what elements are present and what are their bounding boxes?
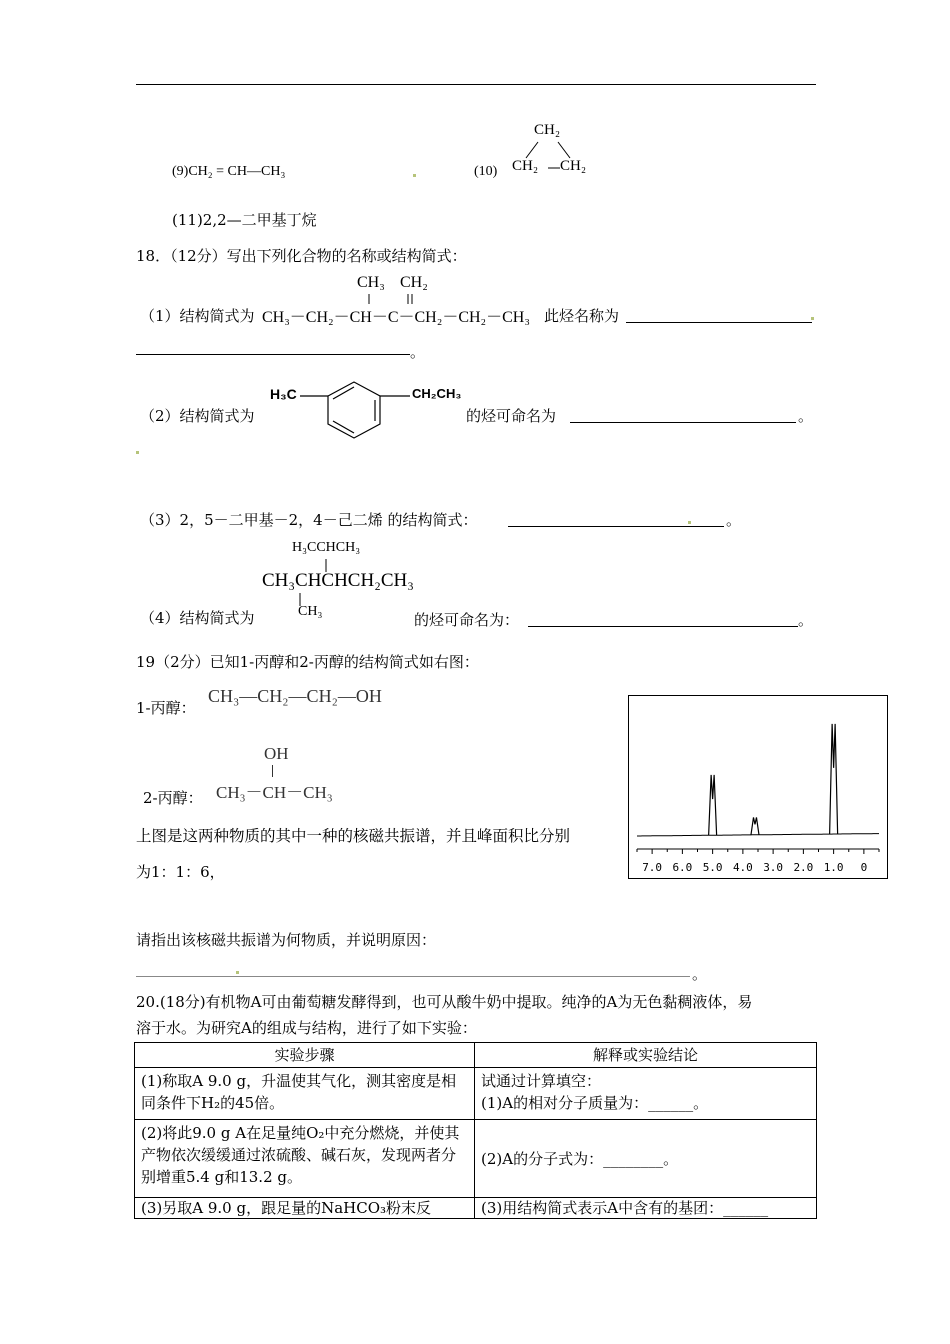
- nmr-x-tick-label: 6.0: [672, 861, 693, 874]
- q18-p1-sub-ch2: CH₂: [400, 274, 428, 291]
- nmr-x-tick-label: 3.0: [763, 861, 784, 874]
- table-row: [135, 1068, 817, 1120]
- table-row: [135, 1198, 817, 1219]
- table-cell-step: (1)称取A 9.0 g，升温使其气化，测其密度是相同条件下H₂的45倍。: [135, 1068, 475, 1120]
- cyclopropane-bonds: [508, 120, 608, 180]
- q20-intro-1: 20.(18分)有机物A可由葡萄糖发酵得到，也可从酸牛奶中提取。纯净的A为无色黏稠液体，易: [136, 993, 753, 1011]
- q18-p1-answer-blank-2[interactable]: [136, 354, 410, 355]
- q18-p4-prefix: （4）结构简式为: [140, 609, 255, 627]
- scan-dot: [688, 521, 691, 524]
- table-cell-step: (2)将此9.0 g A在足量纯O₂中充分燃烧，并使其产物依次缓缓通过浓硫酸、碱石灰，发现两者分别增重5.4 g和13.2 g。: [135, 1120, 475, 1198]
- nmr-x-tick-label: 2.0: [793, 861, 814, 874]
- q18-p4-top: H₃CCHCH₃: [292, 540, 361, 555]
- q18-p4-suffix: 的烃可命名为：: [414, 611, 520, 629]
- q18-p2-right-group: CH₂CH₃: [412, 386, 462, 401]
- cyclopropane-left: CH₂: [512, 158, 539, 174]
- q18-p1-suffix: 此烃名称为: [544, 307, 620, 325]
- scan-dot: [136, 451, 139, 454]
- table-cell-conclusion: (2)A的分子式为：________。: [475, 1120, 817, 1198]
- q20-intro-2: 溶于水。为研究A的组成与结构，进行了如下实验：: [136, 1019, 477, 1037]
- nmr-x-tick-label: 7.0: [642, 861, 663, 874]
- scan-dot: [236, 971, 239, 974]
- q18-p1-answer-blank-1[interactable]: [626, 322, 812, 323]
- q18-p3-answer-blank[interactable]: [508, 526, 724, 527]
- benzene-ring: [270, 374, 470, 444]
- propanol2-bond: [272, 765, 273, 777]
- q19-ask-end: 。: [692, 965, 708, 983]
- propanol2-oh: OH: [264, 744, 289, 763]
- nmr-x-tick-label: 4.0: [732, 861, 753, 874]
- q18-p4-answer-blank[interactable]: [528, 626, 798, 627]
- propanol1-formula: CH₃—CH₂—CH₂—OH: [208, 686, 382, 706]
- cyclopropane-structure: [508, 120, 608, 180]
- table-header-conclusion: 解释或实验结论: [475, 1043, 817, 1068]
- table-cell-conclusion: (3)用结构简式表示A中含有的基团：______: [475, 1198, 817, 1219]
- q18-title: 18．（12分）写出下列化合物的名称或结构简式：: [136, 247, 467, 265]
- propanol1-label: 1-丙醇：: [136, 699, 196, 717]
- q18-p4-main: CH₃CHCHCH₂CH₃: [262, 570, 414, 591]
- header-rule: [136, 84, 816, 85]
- table-cell-conclusion: 试通过计算填空： (1)A的相对分子质量为：______。: [475, 1068, 817, 1120]
- q18-p4-bottom: CH₃: [298, 604, 323, 619]
- table-row: [135, 1120, 817, 1198]
- q18-p1-end: 。: [410, 343, 426, 361]
- table-cell-step: (3)另取A 9.0 g，跟足量的NaHCO₃粉末反: [135, 1198, 475, 1219]
- q19-desc-2: 为1：1：6，: [136, 863, 225, 881]
- q18-p2-prefix: （2）结构简式为: [140, 407, 255, 425]
- nmr-peak-0: [709, 775, 717, 835]
- q19-title: 19（2分）已知1-丙醇和2-丙醇的结构简式如右图：: [136, 653, 479, 671]
- q18-p3-text: （3）2，5－二甲基－2，4－己二烯 的结构简式：: [140, 511, 478, 529]
- experiment-table: [134, 1042, 817, 1219]
- q18-p2-structure: [270, 374, 470, 444]
- q17-item10-label: (10): [474, 164, 498, 179]
- nmr-x-tick-label: 1.0: [823, 861, 844, 874]
- table-header-steps: 实验步骤: [135, 1043, 475, 1068]
- q18-p2-end: 。: [798, 407, 814, 425]
- q19-ask: 请指出该核磁共振谱为何物质，并说明原因：: [136, 931, 437, 949]
- nmr-x-tick-label: 5.0: [702, 861, 723, 874]
- q17-item11: (11)2,2—二甲基丁烷: [172, 211, 317, 229]
- q18-p2-left-group: H₃C: [270, 386, 297, 402]
- propanol2-formula: CH₃－CH－CH₃: [216, 783, 333, 802]
- q18-p2-suffix: 的烃可命名为: [466, 407, 557, 425]
- q18-p4-bonds: [262, 540, 422, 622]
- table-header-row: [135, 1043, 817, 1068]
- cyclopropane-top: CH₂: [534, 122, 561, 138]
- q18-p1-prefix: （1）结构简式为: [140, 307, 255, 325]
- q17-item9: (9)CH₂ = CH—CH₃: [172, 164, 286, 179]
- nmr-spectrum-chart: [629, 696, 887, 878]
- q19-answer-blank[interactable]: [136, 976, 690, 977]
- scan-dot: [413, 174, 416, 177]
- nmr-peak-2: [830, 724, 838, 834]
- q18-p2-answer-blank[interactable]: [570, 422, 796, 423]
- q18-p1-main: CH₃－CH₂－CH－C－CH₂－CH₂－CH₃: [262, 309, 530, 326]
- q18-p1-sub-ch3: CH₃: [357, 274, 385, 291]
- q18-p4-structure: [262, 540, 422, 622]
- nmr-x-tick-label: 0: [860, 861, 868, 874]
- q18-p4-end: 。: [798, 611, 814, 629]
- propanol2-label: 2-丙醇：: [143, 789, 203, 807]
- nmr-spectrum-figure: [628, 695, 888, 879]
- nmr-peak-1: [751, 817, 759, 834]
- q18-p1-structure: [262, 272, 546, 332]
- cyclopropane-right: CH₂: [560, 158, 587, 174]
- q19-desc-1: 上图是这两种物质的其中一种的核磁共振谱，并且峰面积比分别: [136, 827, 571, 845]
- scan-dot: [811, 317, 814, 320]
- q18-p3-end: 。: [726, 511, 742, 529]
- nmr-baseline: [637, 834, 879, 836]
